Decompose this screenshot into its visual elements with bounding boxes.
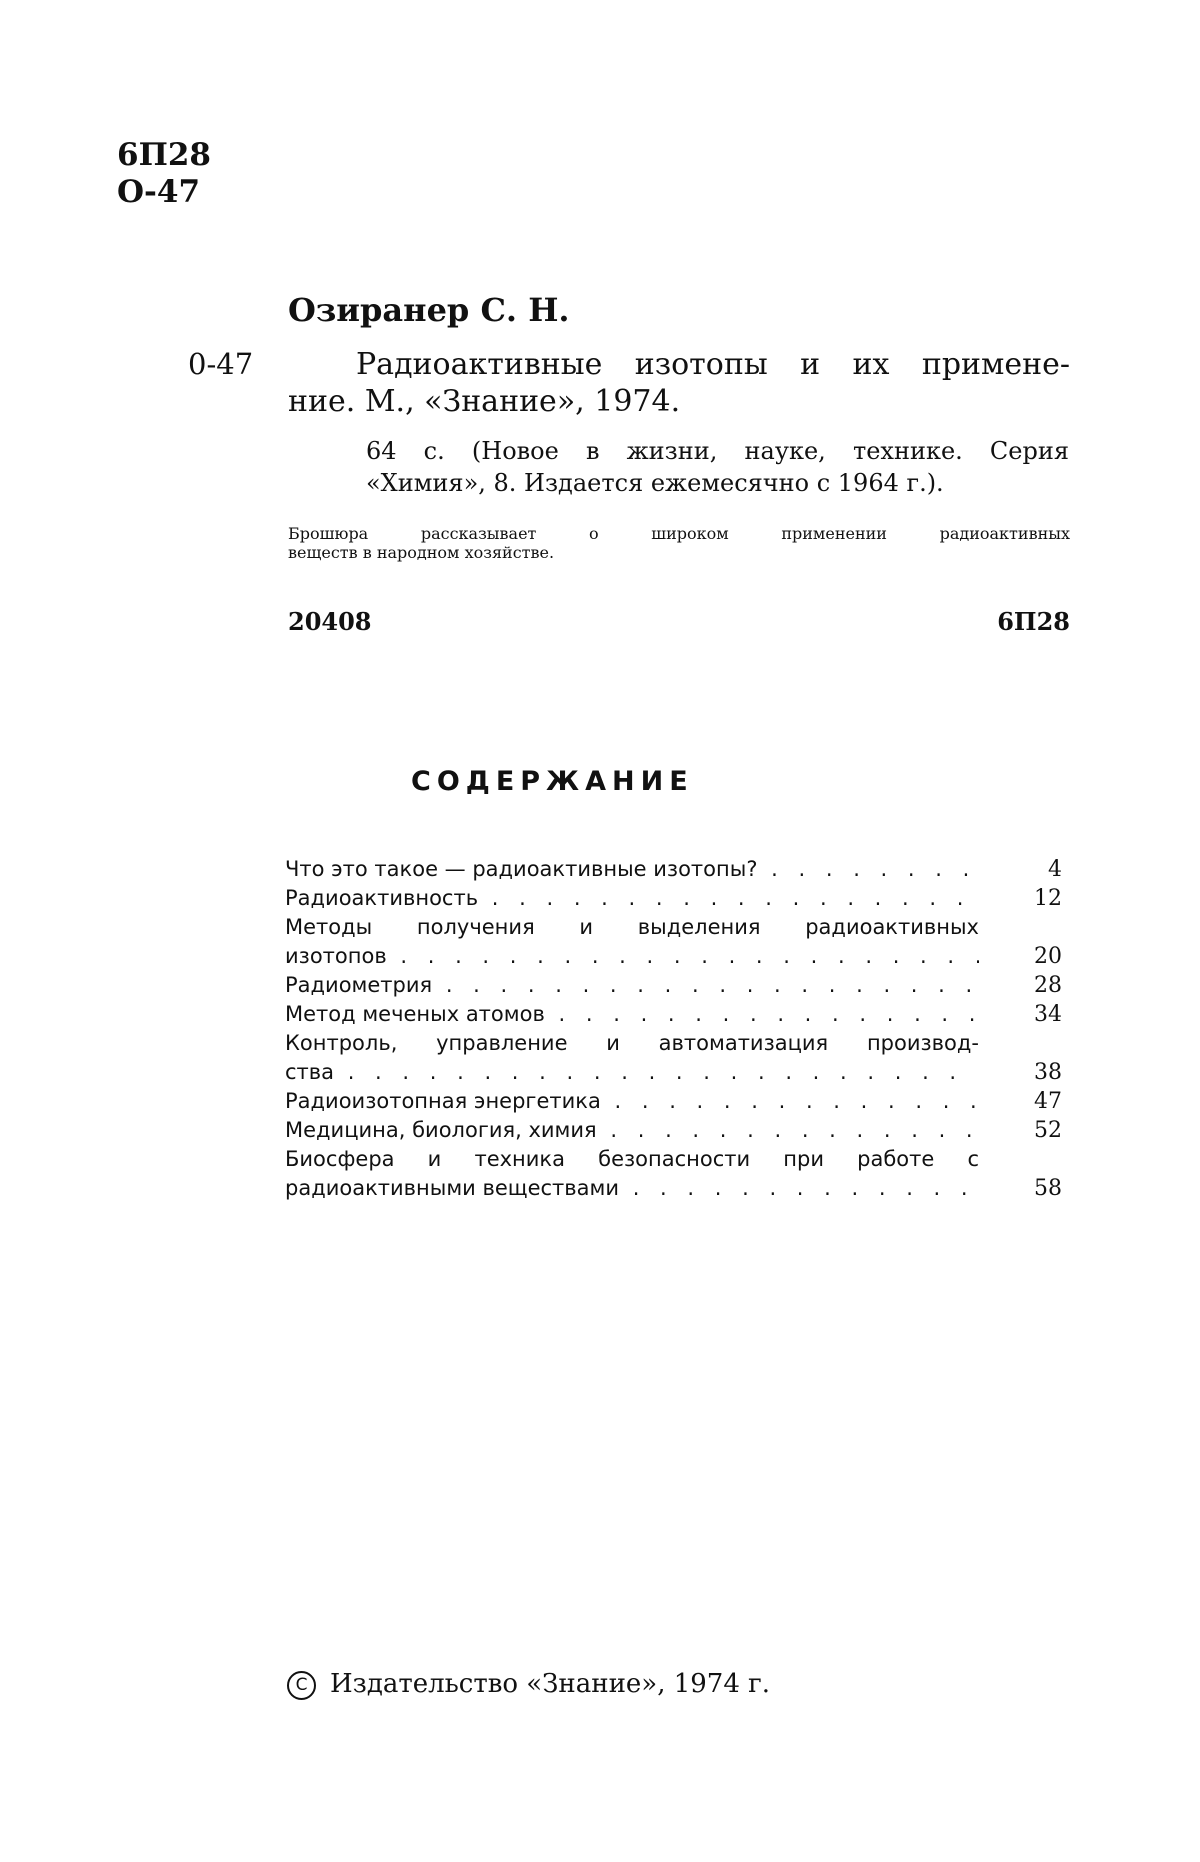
toc-row	[285, 1058, 1070, 1087]
table-of-contents	[285, 855, 1070, 1203]
author-name: Озиранер С. Н.	[288, 291, 570, 329]
annotation-line-2: веществ в народном хозяйстве.	[288, 543, 555, 562]
toc-page-number: 20	[1034, 944, 1062, 969]
toc-entry-text: Контроль, управление и автоматизация производ-	[285, 1031, 979, 1055]
cutter-mark: 0-47	[188, 347, 254, 381]
toc-entry-text: Радиоактивность . . .	[285, 884, 979, 913]
toc-entry-text: Медицина, биология, химия . . .	[285, 1116, 979, 1145]
toc-entry-text: Что это такое — радиоактивные изотопы? . . .	[285, 855, 979, 884]
toc-page-number: 28	[1034, 973, 1062, 998]
book-title-line-1: Радиоактивные изотопы и их примене-	[356, 347, 1070, 382]
contents-title: СОДЕРЖАНИЕ	[411, 766, 694, 797]
toc-row	[285, 1000, 1070, 1029]
toc-row	[285, 884, 1070, 913]
toc-page-number: 47	[1034, 1089, 1062, 1114]
copyright-icon: C	[287, 1671, 316, 1700]
toc-row	[285, 1174, 1070, 1203]
toc-page-number: 58	[1034, 1176, 1062, 1201]
catalog-number-right: 6П28	[997, 607, 1070, 636]
toc-row	[285, 1116, 1070, 1145]
toc-entry-text: Радиоизотопная энергетика . . .	[285, 1087, 979, 1116]
classification-author-mark: О-47	[117, 174, 201, 210]
toc-entry-text: Биосфера и техника безопасности при работе с	[285, 1147, 979, 1171]
toc-page-number: 12	[1034, 886, 1062, 911]
toc-entry-text: Методы получения и выделения радиоактивных	[285, 915, 979, 939]
catalog-number-left: 20408	[288, 607, 372, 636]
toc-row	[285, 971, 1070, 1000]
library-classification	[117, 137, 211, 211]
classification-index: 6П28	[117, 137, 211, 173]
toc-row	[285, 1145, 1070, 1174]
toc-entry-text: Радиометрия . . .	[285, 971, 979, 1000]
toc-entry-text: изотопов . . .	[285, 942, 979, 971]
copyright-notice	[287, 1669, 770, 1700]
annotation-line-1: Брошюра рассказывает о широком применении радиоактивных	[288, 524, 1070, 543]
toc-row	[285, 1029, 1070, 1058]
toc-entry-text: радиоактивными веществами . . .	[285, 1174, 979, 1203]
physical-description-line-2: «Химия», 8. Издается ежемесячно с 1964 г.).	[366, 469, 944, 497]
toc-page-number: 38	[1034, 1060, 1062, 1085]
toc-row	[285, 1087, 1070, 1116]
toc-entry-text: ства . . .	[285, 1058, 979, 1087]
toc-row	[285, 942, 1070, 971]
toc-page-number: 4	[1048, 857, 1062, 882]
toc-entry-text: Метод меченых атомов . . .	[285, 1000, 979, 1029]
toc-page-number: 52	[1034, 1118, 1062, 1143]
toc-row	[285, 913, 1070, 942]
physical-description-line-1: 64 с. (Новое в жизни, науке, технике. Серия	[366, 437, 1069, 465]
toc-page-number: 34	[1034, 1002, 1062, 1027]
toc-row	[285, 855, 1070, 884]
copyright-text: Издательство «Знание», 1974 г.	[330, 1669, 771, 1699]
book-title-line-2: ние. М., «Знание», 1974.	[288, 384, 681, 419]
